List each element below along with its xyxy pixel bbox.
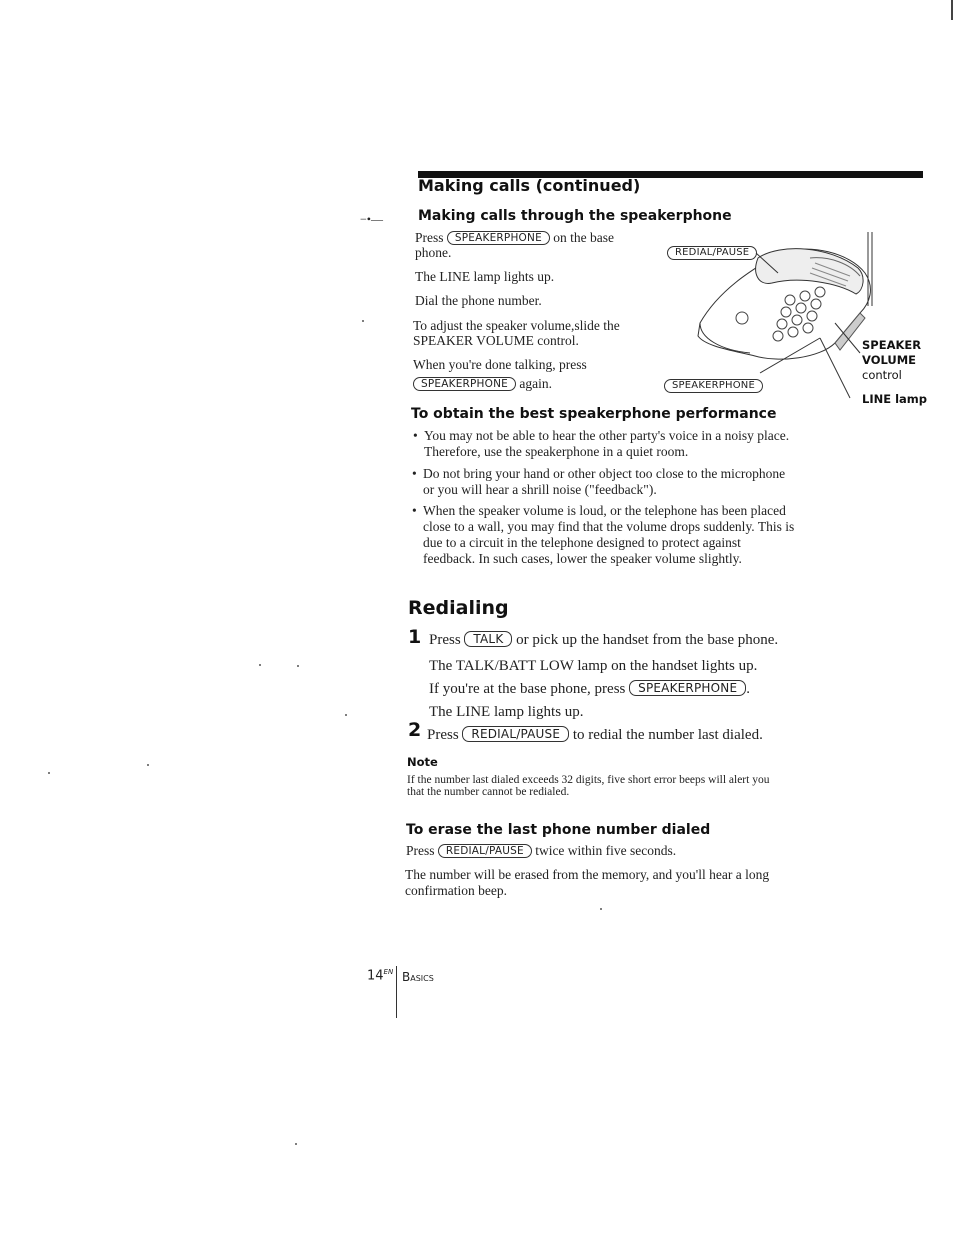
step-number: 2 [408,719,422,741]
text: or pick up the handset from the base phone. [516,632,779,648]
figure-redial-key-label [667,243,757,261]
done-talking-text: When you're done talking, press [413,357,587,372]
text: When the speaker volume is loud, or the telephone has been placed [423,503,786,518]
text: Press [415,230,444,245]
text: 14 [367,968,384,984]
figure-speakerphone-key-label [664,376,763,394]
text: feedback. In such cases, lower the speaker volume slightly. [423,551,742,566]
redial-key: REDIAL/PAUSE [438,844,532,858]
best-performance-heading: To obtain the best speakerphone performance [411,406,777,422]
text: twice within five seconds. [535,843,677,858]
text: . [746,681,750,697]
text: Press [427,727,459,743]
step1-line-lamp-text: The LINE lamp lights up. [429,704,584,720]
text: close to a wall, you may find that the volume drops suddenly. This is [423,519,795,534]
text: If the number last dialed exceeds 32 digits, five short error beeps will alert you [407,774,770,786]
step1-text [429,631,778,649]
list-item [412,503,795,567]
text: You may not be able to hear the other party's voice in a noisy place. [424,428,790,443]
done-talking-text-l2 [413,376,552,392]
speakerphone-heading: Making calls through the speakerphone [418,208,732,224]
adjust-volume-text: To adjust the speaker volume,slide the [413,318,620,333]
bullet-icon: • [412,503,417,518]
list-item [413,428,790,460]
text: or you will hear a shrill noise ("feedback"). [423,482,657,497]
list-item [412,466,786,498]
section-title: Making calls (continued) [418,176,641,195]
scan-speck [259,664,261,666]
callout-line: VOLUME [862,353,917,367]
erase-heading: To erase the last phone number dialed [406,822,711,838]
callout-line: SPEAKER [862,338,922,352]
bullet-icon: • [413,428,418,443]
text: If you're at the base phone, press [429,681,626,697]
callout-line: control [862,368,902,382]
text: Do not bring your hand or other object too close to the microphone [423,466,786,481]
scan-speck [147,764,149,766]
section-name: Basics [402,970,434,984]
redial-key: REDIAL/PAUSE [667,246,757,260]
speakerphone-step-press-l2: phone. [415,245,452,260]
text: again. [519,376,553,391]
erase-step-text [406,843,676,859]
scan-edge [951,0,953,20]
page-number [367,968,393,983]
talk-key: TALK [464,631,512,647]
scan-speck [297,665,299,667]
text: confirmation beep. [405,883,507,898]
text: The number will be erased from the memory, and you'll hear a long [405,867,770,882]
speakerphone-key: SPEAKERPHONE [413,377,516,391]
scan-speck [345,714,347,716]
footer-divider [396,966,397,1018]
speaker-volume-callout [862,338,921,383]
erase-result-text [405,867,769,899]
note-body [407,774,769,798]
text: Therefore, use the speakerphone in a quiet room. [424,444,689,459]
scan-speck [362,320,364,322]
margin-mark: −•— [360,212,383,226]
step1-lamp-text: The TALK/BATT LOW lamp on the handset lights up. [429,658,758,674]
text: Press [429,632,461,648]
text: EN [383,968,394,976]
speakerphone-step-press [415,230,614,246]
bullet-icon: • [412,466,417,481]
step2-text [427,726,763,744]
text: Press [406,843,435,858]
dial-text: Dial the phone number. [415,293,542,308]
redial-key: REDIAL/PAUSE [462,726,569,742]
scan-speck [600,908,602,910]
line-lamp-callout: LINE lamp [862,392,928,406]
step1-base-text [429,680,750,698]
scan-speck [295,1143,297,1145]
speakerphone-key: SPEAKERPHONE [664,379,763,393]
text: to redial the number last dialed. [572,727,763,743]
step-number: 1 [408,626,422,648]
speakerphone-key: SPEAKERPHONE [629,680,746,696]
text: due to a circuit in the telephone designed to protect against [423,535,741,550]
line-lamp-text: The LINE lamp lights up. [415,269,555,284]
scan-speck [48,772,50,774]
adjust-volume-text-l2: SPEAKER VOLUME control. [413,333,579,348]
text: on the base [553,230,615,245]
speakerphone-key: SPEAKERPHONE [447,231,550,245]
note-label: Note [407,755,438,769]
text: that the number cannot be redialed. [407,786,570,798]
redialing-title: Redialing [408,597,509,619]
